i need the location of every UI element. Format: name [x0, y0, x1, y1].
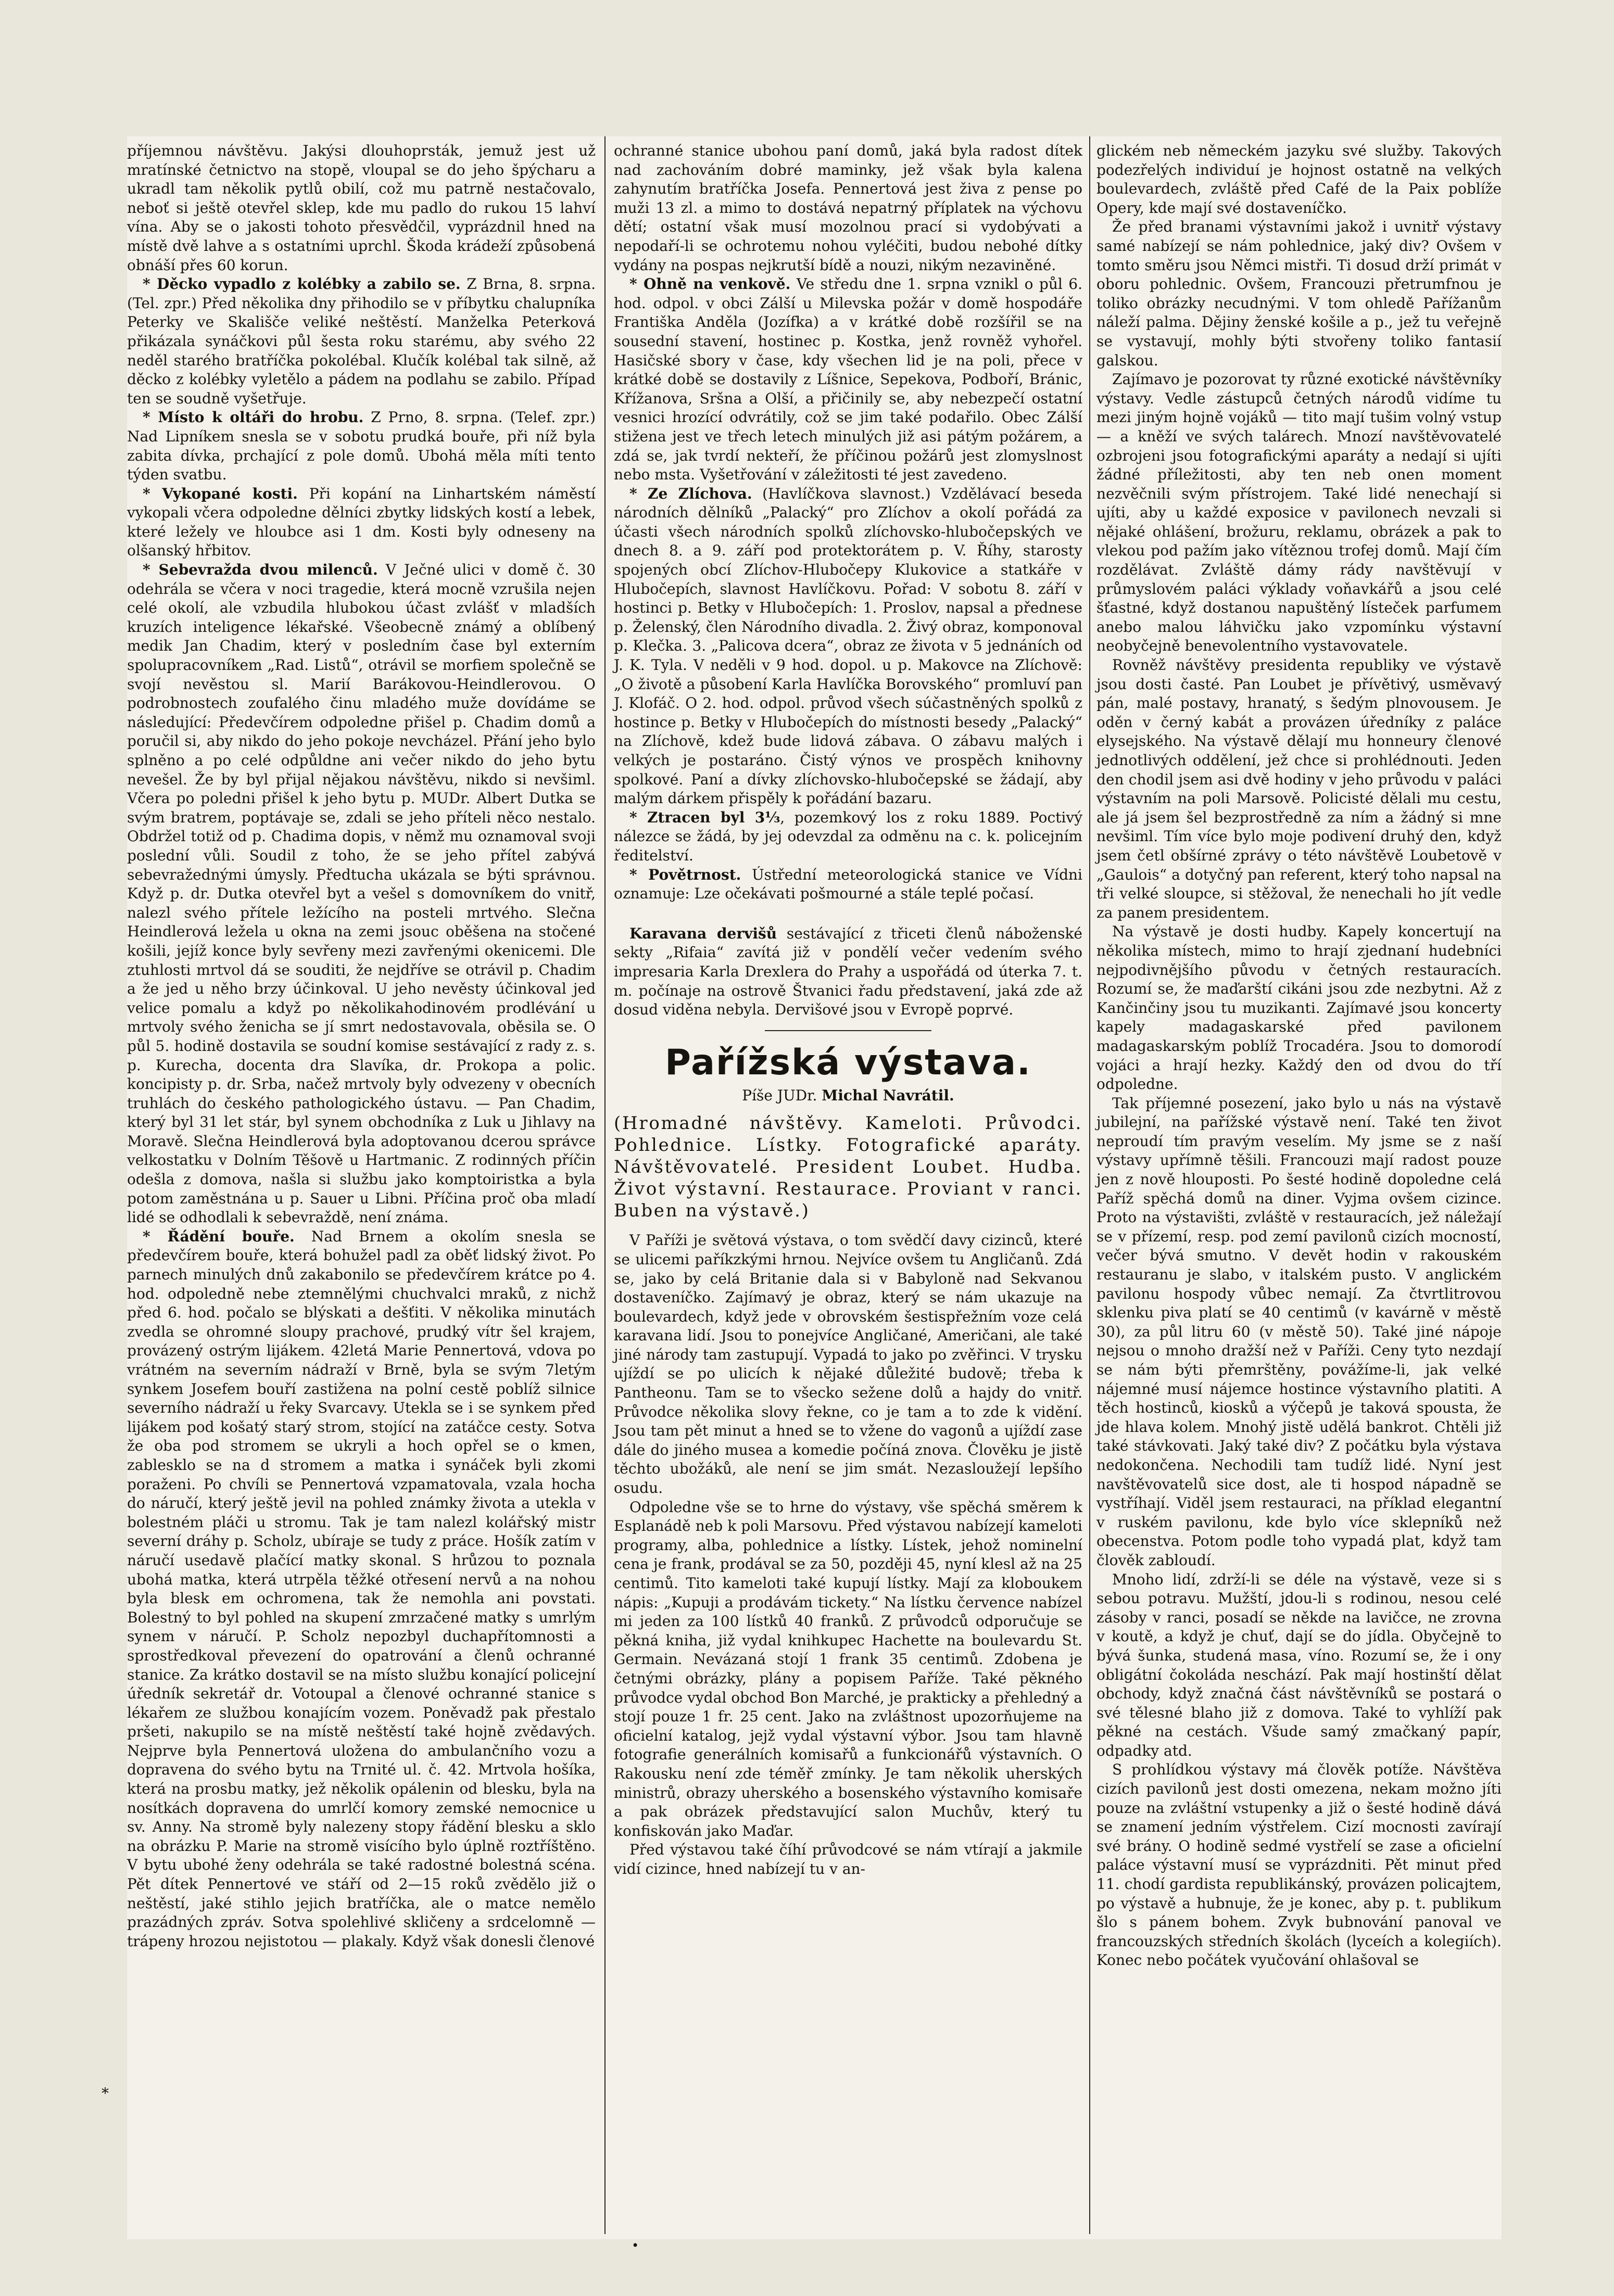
article-paragraph: Zajímavo je pozorovat ty různé exotické návštěvníky výstavy. Vedle zástupců četných národů vidíme tu mezi jiným hojně vojáků — tito mají tušim volný vstup — a kněží ve svých talárech. Mnozí navštěvovatelé ozbrojeni jsou fotografickými aparáty a nedají si ujíti žádné příležitosti, aby ten neb onen moment nezvěčnili svým přístrojem. Také lidé nenechají si ujíti, aby u každé exposice v pavilonech nevzali si nějaké ohlášení, brožuru, reklamu, obrázek a pak to vlekou pod pažím jako vítěznou trofej domů. Mají čím rozdělávat. Zvláště dámy rády navštěvují v průmyslovém paláci výklady voňavkářů a jsou celé šťastné, když dostanou napuštěný lísteček parfumem anebo malou láhvičku jako vzpomínku výstavní neobyčejně benevolentního vystavovatele. — [1096, 371, 1506, 655]
column-1 — [127, 142, 600, 2224]
news-body: Z Brna, 8. srpna. (Tel. zpr.) Před několika dny přihodilo se v příbytku chalupníka Peterky ve Skališče veliké neštěstí. Manželka Peterková přikázala synáčkovi půl šesta roku starému, aby svého 22 neděl starého bratříčka pokolébal. Klučík kolébal tak silně, až děcko z kolébky vyletělo a pádem na podlahu se zabilo. Případ ten se soudně vyšetřuje. — [127, 275, 600, 407]
article-paragraph: Tak příjemné posezení, jako bylo u nás na výstavě jubilejní, na pařížské výstavě není. Také ten život neproudí tím pravým veselím. My jsme se z naší výstavy upřímně těšili. Francouzi mají radost pouze jen z nově hlouposti. Po šesté hodině dopoledne celá Paříž spěchá domů na diner. Vyjma ovšem cizince. Proto na výstavišti, zvláště v restauracích, jež náležají se v přízemí, resp. pod zemí pavilonů cizích mocností, večer bývá smutno. V devět hodin v rakouském restauranu je slabo, v italském pusto. V anglickém pavilonu hospody vůbec nemají. Za čtvrtlitrovou sklenku piva platí se 40 centimů (v kavárně v městě 30), za půl litru 60 (v městě 50). Také jiné nápoje nejsou o mnoho dražší než v Paříži. Ceny tyto nezdají se nám býti přemrštěny, povážíme-li, jak velké nájemné musí nájemce hostince výstavního platiti. A těch hostinců, kiosků a výčepů je taková spousta, že jde hlava kolem. Mnohý jistě udělá bankrot. Chtěli již také stávkovati. Jaký také div? Z počátku byla výstava nedokončena. Nechodili tam tudíž lidé. Nyní jest navštěvovatelů sice dost, ale ti hospod nápadně se vystříhají. Viděl jsem restauraci, na příklad elegantní v ruském pavilonu, kde bylo více sklepníků než obecenstva. Potom podle toho vypadá plat, když tam člověk zabloudí. — [1096, 1094, 1506, 1569]
news-headline: * Ztracen byl 3⅓ — [629, 808, 780, 826]
news-headline: * Sebevražda dvou milenců. — [143, 561, 378, 579]
news-item — [614, 808, 1087, 866]
news-body: Ve středu dne 1. srpna vznikl o půl 6. hod. odpol. v obci Zálší u Milevska požár v domě hospodáře Františka Anděla (Jozífka) a v krátké době rozšířil se na sousední stavení, hostinec p. Kostka, jenž rovněž vyhořel. Hasičské sbory v čase, kdy všechen lid je na poli, přece v krátké době se dostavily z Líšnice, Sepekova, Podboří, Bránic, Křížanova, Sršna a Olší, a přičinily se, aby nebezpečí ostatní vesnici hrozící odvrátily, což se jim také podařilo. Obec Zálší stižena jest ve třech letech minulých již asi pátým požárem, a zdá se, jak tvrdí nekteří, že příčinou požárů jest zlomyslnost nebo msta. Vyšetřování v záležitosti té jest zavedeno. — [614, 275, 1087, 484]
news-item — [614, 924, 1087, 1020]
news-item — [614, 485, 1087, 808]
column-rule — [1089, 136, 1090, 2234]
news-item — [614, 275, 1087, 485]
article-paragraph: Na výstavě je dosti hudby. Kapely koncertují na několika místech, mimo to hrají zjednaní hudebníci nejpodivnějšího původu v četných restauracích. Rozumí se, že maďarští cikáni jsou zde nezbytni. Až z Kančinčiny jsou tu muzikanti. Zajímavé jsou koncerty kapely madagaskarské před pavilonem madagaskarským poblíž Trocadéra. Jsou to domorodí vojáci a hrají hezky. Každý den od dvou do tří odpoledne. — [1096, 923, 1506, 1093]
article-paragraph: Že před branami výstavními jakož i uvnitř výstavy samé nabízejí se nám pohlednice, jaký div? Ovšem v tomto směru jsou Němci mistři. Ti dosud drží primát v oboru pohlednic. Ovšem, Francouzi přetrumfnou je toliko obrázky necudnými. V tom ohledě Pařížanům náleží palma. Dějiny ženské košile a p., jež tu veřejně se vystavují, mohly býti stvořeny toliko fantasií galskou. — [1096, 218, 1506, 369]
article-paragraph: Rovněž návštěvy presidenta republiky ve výstavě jsou dosti časté. Pan Loubet je přívětivý, usměvavý pán, malé postavy, hranatý, s šedým plnovousem. Je oděn v černý kabát a provázen úředníky z paláce elysejského. Na výstavě dělají mu honneury členové jednotlivých oddělení, jež chce si prohlédnouti. Jeden den chodil jsem asi dvě hodiny v jeho průvodu v paláci výstavním na poli Marsově. Policisté dělali mu cestu, ale já jsem šel bezprostředně za ním a žádný si mne nevšiml. Tím více bylo moje podivení druhý den, když jsem četl obšírné zprávy o této návštěvě Loubetově v „Gaulois“ a dotyčný pan referent, který toho napsal na tři velké sloupce, si stěžoval, že nenechali ho jít vedle za panem presidentem. — [1096, 656, 1506, 921]
news-body: Ústřední meteorologická stanice ve Vídni oznamuje: Lze očekávati pošmourné a stále teplé počasí. — [614, 866, 1087, 903]
news-body: Při kopání na Linhartském náměstí vykopali včera odpoledne dělníci zbytky lidských kostí a lebek, které ležely ve hloubce asi 1 dm. Kosti byly odneseny na olšanský hřbitov. — [127, 485, 600, 560]
news-item — [614, 866, 1087, 904]
news-headline: * Ohně na venkově. — [629, 275, 791, 293]
news-item — [127, 1227, 600, 1951]
article-paragraph: glickém neb německém jazyku své služby. Takových podezřelých individuí je hojnost ostatně na velkých boulevardech, zvláště před Café de la Paix poblíže Opery, kde mají své dostaveníčko. — [1096, 142, 1506, 217]
news-body: sestávající z třiceti členů náboženské sekty „Rifaia“ zavítá již v pondělí večer vedením svého impresaria Karla Drexlera do Prahy a uspořádá od úterka 7. t. m. počínaje na ostrově Štvanici řadu představení, jaká zde až dosud viděna nebyla. Dervišové jsou v Evropě poprvé. — [614, 924, 1087, 1019]
article-paragraph: S prohlídkou výstavy má člověk potíže. Návštěva cizích pavilonů jest dosti omezena, nekam možno jíti pouze na zvláštní vstupenky a již o šesté hodině dává se znamení jedním výstřelem. Cizí mocnosti zavírají své brány. O hodině sedmé vystřelí se zase a oficielní paláce výstavní musí se vyprázdniti. Pět minut před 11. chodí gardista republikánský, provázen policajtem, po výstavě a hubnuje, že je konec, aby p. t. publikum šlo s pánem bohem. Zvyk bubnování panoval ve francouzských středních školách (lyceích a kolegiích). Konec nebo počátek vyučování ohlašoval se — [1096, 1761, 1506, 1969]
article-paragraph: Před výstavou také číhí průvodcové se nám vtírají a jakmile vidí cizince, hned nabízejí tu v an- — [614, 1841, 1087, 1878]
news-body: Z Prno, 8. srpna. (Telef. zpr.) Nad Lipníkem snesla se v sobotu prudká bouře, při níž byla zabita dívka, prchající z pole domů. Ubohá měla míti tento týden svatbu. — [127, 409, 600, 484]
news-headline: * Řádění bouře. — [143, 1227, 295, 1245]
news-headline: * Povětrnost. — [629, 866, 741, 883]
news-item: příjemnou návštěvu. Jakýsi dlouhoprsták, jemuž jest už mratínské četnictvo na stopě, vloupal se do jeho špýcharu a ukradl tam několik pytlů obilí, což mu patrně nestačovalo, neboť si ještě otevřel sklep, kde mu padlo do rukou 15 lahví vína. Aby se o jakosti tohoto přesvědčil, vyprázdnil hned na místě dvě lahve a s ostatními uprchl. Škoda krádeží způsobená obnáší přes 60 korun. — [127, 142, 600, 274]
column-3 — [1096, 142, 1506, 2224]
news-body: , pozemkový los z roku 1889. Poctivý nálezce se žádá, by jej odevzdal za odměnu na c. k. policejním ředitelství. — [614, 808, 1087, 864]
news-body: (Havlíčkova slavnost.) Vzdělávací beseda národních dělníků „Palacký“ pro Zlíchov a okolí pořádá za účasti všech národních spolků zlíchovsko-hlubočepských ve dnech 8. a 9. září pod protektorátem p. V. Říhy, starosty spojených obcí Zlíchov-Hlubočepy Klukovice a statkáře v Hlubočepích, slavnost Havlíčkovu. Pořad: V sobotu 8. září v hostinci p. Betky v Hlubočepích: 1. Proslov, napsal a přednese p. Želenský, člen Národního divadla. 2. Živý obraz, komponoval p. Klečka. 3. „Palicova dcera“, obraz ze života v 5 jednáních od J. K. Tyla. V neděli v 9 hod. dopol. u p. Makovce na Zlíchově: „O životě a působení Karla Havlíčka Borovského“ promluví pan J. Klofáč. O 2. hod. odpol. průvod všech súčastněných spolků z hostince p. Betky v Hlubočepích do místnosti besedy „Palacký“ na Zlíchově, kdež bude lidová zábava. O zábavu malých i velkých je postaráno. Čistý výnos ve prospěch knihovny spolkové. Paní a dívky zlíchovsko-hlubočepské se žádají, aby malým dárkem přispěly k pořádání bazaru. — [614, 485, 1087, 807]
news-item — [127, 561, 600, 1227]
news-body: Nad Brnem a okolím snesla se předevčírem bouře, která bohužel padl za oběť lidský život. Po parnech minulých dnů zakabonilo se předevčírem krátce po 4. hod. odpoledně nebe ztemnělými chuchvalci mraků, z nichž před 6. hod. počalo se blýskati a dešťiti. V několika minutách zvedla se ohromné sloupy prachové, prudký vítr šel krajem, provázený ostrým lijákem. 42letá Marie Pennertová, vdova po vrátném na severním nádraží v Brně, byla se svým 7letým synkem Josefem bouří zastižena na polní cestě poblíž silnice severního nádraží u řeky Svarcavy. Utekla se i se synkem před lijákem pod košatý starý strom, stojící na zatáčce cesty. Sotva že oba pod stromem se ukryli a hoch opřel se o kmen, zablesklo se na d stromem a matka i synáček byli zkomi poraženi. Po chvíli se Pennertová vzpamatovala, vzala hocha do náručí, který ještě jevil na pohled známky života a utekla v bolestném pláči u stromu. Tak je tam nalezl kolářský mistr severní dráhy p. Scholz, ubíraje se tudy z práce. Hošík zatím v náručí usedavě plačící matky skonal. S hrůzou to poznala ubohá matka, která utrpěla těžké otřesení nervů a na nohou byla blesk em ochromena, tak že nemohla ani povstati. Bolestný to byl pohled na skupení zmrzačené matky s umrlým synem v náručí. P. Scholz nepozbyl duchapřítomnosti a sprostředkoval převezení do opatrování a členů ochranné stanice. Za krátko dostavil se na místo službu konající policejní úředník sekretář dr. Votoupal a členové ochranné stanice s lékařem ze službou konajícím vozem. Poněvadž pak přestalo pršeti, nakupilo se na místě neštěstí také hojně zvědavých. Nejprve byla Pennertová uložena do ambulančního vozu a dopravena do svého bytu na Trnité ul. č. 42. Mrtvola hošíka, která na prosbu matky, jež několik opálenin od blesku, byla na nosítkách dopravena do umrlčí komory zemské nemocnice u sv. Anny. Na stromě byly nalezeny stopy řádění blesku a sklo na obrázku P. Marie na stromě visícího bylo úplně roztříštěno. V bytu ubohé ženy odehrála se také radostné bolestná scéna. Pět dítek Pennertové ve stáří od 2—15 roků zvědělo již o neštěstí, jaké stihlo jejich bratříčka, ale o matce nemělo prazádných zpráv. Sotva spolehlivé skličeny a srdcelomně — trápeny hrozou nejistotou — plakaly. Když však donesli členové — [127, 1227, 600, 1950]
bottom-mark: • — [632, 2238, 639, 2253]
news-headline: * Místo k oltáři do hrobu. — [143, 409, 364, 426]
article-title: Pařížská výstava. — [665, 1042, 1031, 1083]
article-paragraph: Mnoho lidí, zdrží-li se déle na výstavě, veze si s sebou potravu. Mužští, jdou-li s rodinou, nesou celé zásoby v ranci, posadí se někde na lavičce, ne zrovna v koutě, a když je chuť, dají se do jídla. Obyčejně to bývá šunka, studená masa, víno. Rozumí se, že i ony obligátní čokoláda neschází. Pak mají hostinští dělat obchody, když značná část návštěvníků se postará o své tělesné blaho již z domova. Také to vyhlíží pak pěkné na cestách. Všude samý zmačkaný papír, odpadky atd. — [1096, 1570, 1506, 1759]
news-item — [127, 275, 600, 408]
news-headline: Karavana dervišů — [629, 924, 777, 942]
newspaper-page — [127, 136, 1506, 2239]
news-body: V Ječné ulici v domě č. 30 odehrála se včera v noci tragedie, která mocně vzrušila nejen celé okolí, ale vzbudila hlubokou účast zvlášť v mladších kruzích inteligence lékařské. Všeobecně známý a oblíbený medik Jan Chadim, který v posledním čase byl externím spolupracovníkem „Rad. Listů“, otrávil se morfiem společně se svojí nevěstou sl. Marií Barákovou-Heindlerovou. O podrobnostech zoufalého činu mladého muže dovídáme se následující: Předevčírem odpoledne přišel p. Chadim domů a poručil si, aby nikdo do jeho pokoje nevcházel. Přání jeho bylo splněno a po celé odpůldne ani večer nikdo do jeho bytu nevešel. Že by byl přijal nějakou návštěvu, nikdo si nevšiml. Včera po poledni přišel k jeho bytu p. MUDr. Albert Dutka se svým bratrem, poptávaje se, zdali se jeho příteli něco nestalo. Obdržel totiž od p. Chadima dopis, v němž mu oznamoval svoji poslední vůli. Soudil z toho, že se jeho přítel zabývá sebevražednými úmysly. Předtucha ukázala se býti správnou. Když p. dr. Dutka otevřel byt a vešel s domovníkem do vnitř, nalezl svého přítele ležícího na posteli mrtvého. Slečna Heindlerová ležela u okna na zemi jsouc oběšena na stočené košili, jejíž konce byly sevřeny mezi zavřenými okenicemi. Dle ztuhlosti mrtvol dá se souditi, že nejdříve se otrávil p. Chadim a že jed u něho brzy účinkoval. U jeho nevěsty účinkoval jed velice pomalu a když po několikahodinovém prodlévání u mrtvoly svého ženicha se jí smrt nedostavovala, oběsila se. O půl 5. hodině dostavila se soudní komise sestávající z rady z. s. p. Kurecha, docenta dra Slavíka, dr. Prokopa a polic. koncipisty p. dr. Srba, načež mrtvoly byly odvezeny v obecních truhlách do českého pathologického ústavu. — Pan Chadim, který byl 31 let stár, byl synem obchodníka z Luk u Jihlavy na Moravě. Slečna Heindlerová byla adoptovanou dcerou správce velkostatku v Dolním Těšově u Hartmanic. Z rodinných příčin odešla z domova, našla si službu jako komptoiristka a byla potom zaměstnána u p. Sauer u Libni. Příčina proč oba mladí lidé se odhodlali k sebevraždě, není známa. — [127, 561, 600, 1226]
news-headline: * Ze Zlíchova. — [629, 485, 752, 502]
article-paragraph: Odpoledne vše se to hrne do výstavy, vše spěchá směrem k Esplanádě neb k poli Marsovu. Před výstavou nabízejí kameloti programy, alba, pohlednice a lístky. Lístek, jehož nominelní cena je frank, prodával se za 50, později 45, nyní klesl až na 25 centimů. Tito kameloti také kupují lístky. Mají za kloboukem nápis: „Kupuji a prodávám tickety.“ Na lístku července nabízel mi jeden za 100 lístků 40 franků. Z průvodců odporučuje se pěkná kniha, již vydal knihkupec Hachette na boulevardu St. Germain. Nevázaná stojí 1 frank 35 centimů. Zdobena je četnými obrázky, plány a popisem Paříže. Také pěkného průvodce vydal obchod Bon Marché, je prakticky a přehledný a stojí pouze 1 fr. 25 cent. Jako na zvláštnost upozorňujeme na oficielní katalog, jejž vydal výstavní výbor. Jsou tam hlavně fotografie generálních komisařů a funkcionářů výstavních. O Rakousku není zde téměř zmínky. Je tam několik uherských ministrů, obrazy uherského a bosenského výstavního komisaře a pak obrázek představující salon Muchův, který tu konfiskován jako Maďar. — [614, 1498, 1087, 1840]
spacer — [614, 904, 1082, 924]
divider — [765, 1030, 931, 1031]
news-item — [127, 485, 600, 561]
column-2 — [614, 142, 1087, 2224]
article-paragraph: V Paříži je světová výstava, o tom svědčí davy cizinců, které se ulicemi paříkzkými hrnou. Nejvíce ovšem tu Angličanů. Zdá se, jako by celá Britanie dala si v Babyloně nad Sekvanou dostaveníčko. Zajímavý je obraz, který se nám ukazuje na boulevardech, když jede v obrovském šestispřežním voze celá karavana lidí. Jsou to ponejvíce Angličané, Američani, ale také jiné národy tam zastupují. Vypadá to jako po zvěřinci. V trysku ujíždí se po ulicích k nějaké důležité budově; třeba k Pantheonu. Tam se to všecko sežene dolů a hajdy do vnitř. Průvodce několika slovy řekne, co je tam a to zde k vidění. Jsou tam pět minut a hned se to vžene do vagonů a ujíždí zase dále do jiného musea a komedie počíná znova. Člověku je jistě těchto ubožáků, ale není se jim smát. Nezasloužejí lepšího osudu. — [614, 1232, 1087, 1497]
news-item — [127, 408, 600, 484]
article-byline: Píše JUDr. Michal Navrátil. — [742, 1086, 954, 1104]
news-item: ochranné stanice ubohou paní domů, jaká byla radost dítek nad zachováním dobré maminky, jež však byla kalena zahynutím bratříčka Josefa. Pennertová jest živa z pense po muži 13 zl. a mimo to dostává nepatrný příplatek na výchovu dětí; ostatní však musí mozolnou prací si vydobývati a nepodaří-li se ochrotemu nohou vyléčiti, budou nebohé dítky vydány na pospas nejkrutší bídě a nouzi, nikým nezaviněné. — [614, 142, 1087, 274]
margin-mark: * — [102, 2085, 109, 2102]
article-lede: (Hromadné návštěvy. Kameloti. Průvodci. Pohlednice. Lístky. Fotografické aparáty. Návštěvovatelé. President Loubet. Hudba. Život výstavní. Restaurace. Proviant v ranci. Buben na výstavě.) — [614, 1113, 1082, 1222]
news-headline: * Vykopané kosti. — [143, 485, 298, 502]
news-headline: * Děcko vypadlo z kolébky a zabilo se. — [143, 275, 461, 293]
column-rule — [604, 136, 606, 2234]
